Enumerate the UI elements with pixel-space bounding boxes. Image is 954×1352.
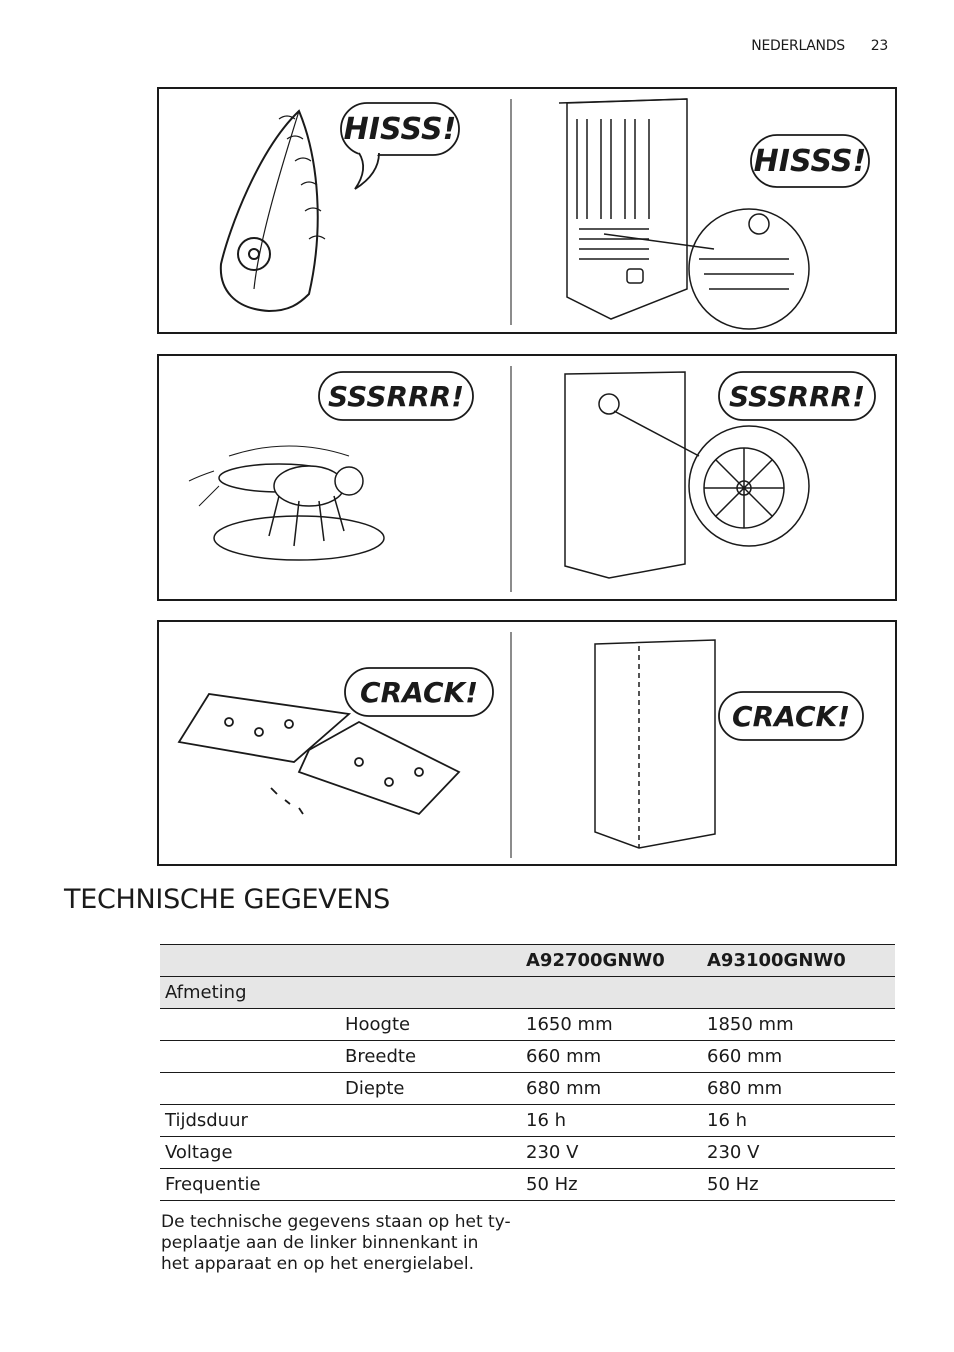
table-row xyxy=(160,977,895,1009)
row-sublabel: Breedte xyxy=(340,1041,521,1073)
row-label: Afmeting xyxy=(160,977,340,1009)
row-value xyxy=(521,977,702,1009)
header-language: NEDERLANDS xyxy=(751,38,845,54)
illustration-panel-hisss xyxy=(157,87,897,334)
header-empty xyxy=(160,945,340,977)
row-sublabel xyxy=(340,977,521,1009)
hisss-illustration xyxy=(159,89,895,332)
row-sublabel xyxy=(340,1137,521,1169)
fly-icon xyxy=(189,446,384,560)
table-row xyxy=(160,1137,895,1169)
table-row xyxy=(160,1009,895,1041)
table-row xyxy=(160,1105,895,1137)
page-number: 23 xyxy=(870,38,888,54)
row-value: 1850 mm xyxy=(702,1009,895,1041)
row-value: 680 mm xyxy=(702,1073,895,1105)
illustration-panel-crack xyxy=(157,620,897,866)
sound-label-right: CRACK! xyxy=(732,700,850,733)
row-label xyxy=(160,1073,340,1105)
row-value: 230 V xyxy=(702,1137,895,1169)
row-sublabel xyxy=(340,1169,521,1201)
sound-label-left: SSSRRR! xyxy=(328,380,464,413)
table-header-row xyxy=(160,945,895,977)
row-label: Voltage xyxy=(160,1137,340,1169)
header-empty xyxy=(340,945,521,977)
sssrrr-illustration xyxy=(159,356,895,599)
model-header: A93100GNW0 xyxy=(702,945,895,977)
row-value: 660 mm xyxy=(702,1041,895,1073)
row-label: Tijdsduur xyxy=(160,1105,340,1137)
row-value: 660 mm xyxy=(521,1041,702,1073)
page-header xyxy=(751,38,888,54)
row-sublabel: Hoogte xyxy=(340,1009,521,1041)
table-footnote: De technische gegevens staan op het ty- peplaatje aan de linker binnenkant in het apparaat en op het energielabel. xyxy=(161,1212,511,1274)
fridge-front-icon xyxy=(595,640,715,848)
row-value: 50 Hz xyxy=(521,1169,702,1201)
sound-label-left: CRACK! xyxy=(360,676,478,709)
illustration-panel-sssrrr xyxy=(157,354,897,601)
sound-label-right: HISSS! xyxy=(753,144,867,179)
technical-data-table xyxy=(160,944,895,1201)
table-row xyxy=(160,1041,895,1073)
table-row xyxy=(160,1073,895,1105)
row-sublabel xyxy=(340,1105,521,1137)
row-sublabel: Diepte xyxy=(340,1073,521,1105)
row-value: 680 mm xyxy=(521,1073,702,1105)
row-value: 16 h xyxy=(521,1105,702,1137)
row-value xyxy=(702,977,895,1009)
model-header: A92700GNW0 xyxy=(521,945,702,977)
table-row xyxy=(160,1169,895,1201)
sound-label-left: HISSS! xyxy=(343,112,457,147)
crack-illustration xyxy=(159,622,895,864)
row-value: 1650 mm xyxy=(521,1009,702,1041)
row-label xyxy=(160,1041,340,1073)
steam-iron-icon xyxy=(221,111,325,311)
row-value: 230 V xyxy=(521,1137,702,1169)
section-title: TECHNISCHE GEGEVENS xyxy=(64,884,390,915)
row-value: 16 h xyxy=(702,1105,895,1137)
sound-label-right: SSSRRR! xyxy=(729,380,865,413)
row-value: 50 Hz xyxy=(702,1169,895,1201)
row-label: Frequentie xyxy=(160,1169,340,1201)
row-label xyxy=(160,1009,340,1041)
fridge-back-icon xyxy=(559,99,809,329)
